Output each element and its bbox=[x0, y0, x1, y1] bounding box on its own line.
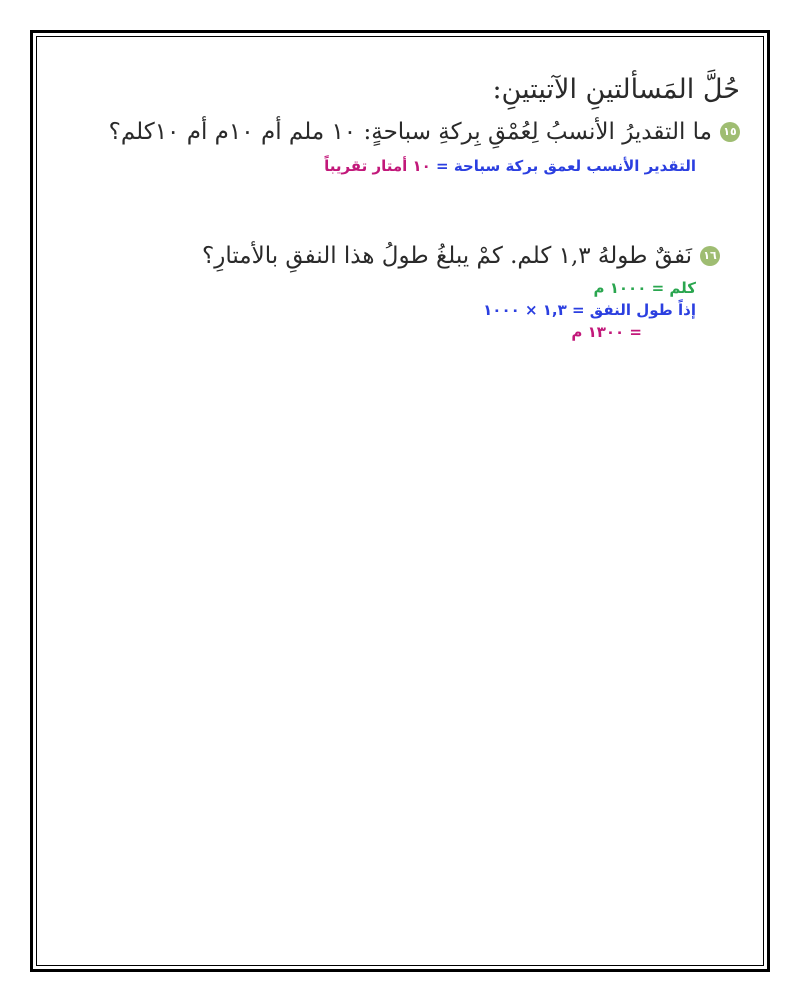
answer-15-statement: التقدير الأنسب لعمق بركة سباحة = bbox=[430, 157, 696, 175]
conversion-line: كلم = ١٠٠٠ م bbox=[593, 279, 696, 297]
question-text: نَفقٌ طولهُ ١,٣ كلم. كمْ يبلغُ طولُ هذا النفقِ بالأمتارِ؟ bbox=[202, 243, 692, 269]
question-number-badge: ١٥ bbox=[720, 122, 740, 142]
section-heading: حُلَّ المَسألتينِ الآتيتينِ: bbox=[492, 74, 740, 105]
answer-15-value: ١٠ أمتار تقريباً bbox=[324, 157, 431, 175]
worksheet-content bbox=[60, 70, 740, 341]
question-15 bbox=[60, 114, 740, 150]
question-text: ما التقديرُ الأنسبُ لِعُمْقِ بِركةِ سباحةٍ: ١٠ ملم أم ١٠م أم ١٠كلم؟ bbox=[108, 119, 712, 145]
result-line bbox=[571, 322, 642, 342]
question-number-badge: ١٦ bbox=[700, 246, 720, 266]
result-value: ١٣٠٠ م bbox=[571, 323, 625, 341]
calculation-line: إذاً طول النفق = ١,٣ × ١٠٠٠ bbox=[483, 301, 696, 319]
answer-15 bbox=[60, 156, 696, 176]
question-16 bbox=[202, 238, 720, 274]
result-equals: = bbox=[624, 323, 642, 341]
